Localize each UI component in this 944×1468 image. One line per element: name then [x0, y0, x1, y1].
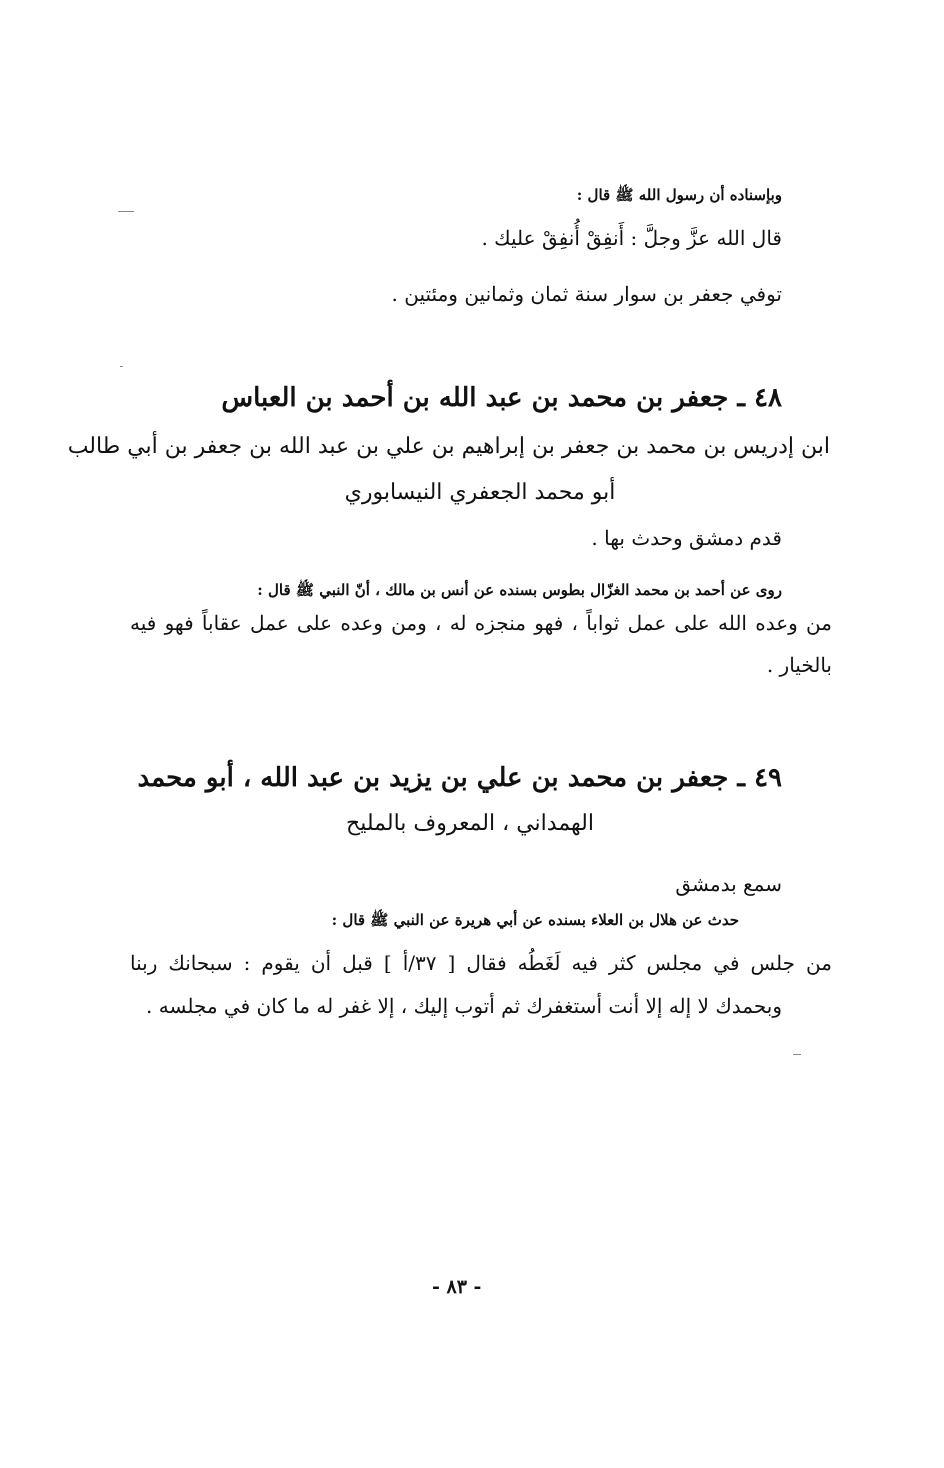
entry-48-lineage: ابن إدريس بن محمد بن جعفر بن إبراهيم بن علي بن عبد الله بن جعفر بن أبي طالب [67, 434, 830, 459]
entry-48-heading: ٤٨ ـ جعفر بن محمد بن عبد الله بن أحمد بن العباس [221, 383, 782, 413]
entry-49-heard-note: سمع بدمشق [675, 872, 782, 896]
entry-49-chain: حدث عن هلال بن العلاء بسنده عن أبي هريرة عن النبي ﷺ قال : [331, 911, 739, 929]
scan-speck [793, 1054, 801, 1055]
entry-49-hadith-line-2: وبحمدك لا إله إلا أنت أستغفرك ثم أتوب إليك ، إلا غفر له ما كان في مجلسه . [146, 994, 782, 1018]
entry-48-visit-note: قدم دمشق وحدث بها . [591, 526, 782, 550]
chain-of-narration-47: وبإسناده أن رسول الله ﷺ قال : [576, 186, 782, 204]
entry-49-hadith-line-1: من جلس في مجلس كثر فيه لَغَطُه فقال [ ٣٧/أ ] قبل أن يقوم : سبحانك ربنا [130, 951, 832, 975]
hadith-qudsi-line: قال الله عزَّ وجلَّ : أَنفِقْ أُنفِقْ عليك . [481, 226, 782, 250]
page-number: - ٨٣ - [432, 1276, 482, 1298]
scan-speck [118, 211, 134, 212]
entry-49-heading: ٤٩ ـ جعفر بن محمد بن علي بن يزيد بن عبد الله ، أبو محمد [137, 763, 782, 793]
entry-49-nisba: الهمداني ، المعروف بالمليح [346, 811, 594, 836]
scan-speck [120, 366, 123, 367]
entry-48-hadith-line-1: من وعده الله على عمل ثواباً ، فهو منجزه له ، ومن وعده على عمل عقاباً فهو فيه [130, 611, 832, 635]
entry-48-chain: روى عن أحمد بن محمد الغزّال بطوس بسنده عن أنس بن مالك ، أنّ النبي ﷺ قال : [257, 581, 782, 599]
death-note-47: توفي جعفر بن سوار سنة ثمان وثمانين ومئتين . [391, 282, 782, 306]
entry-48-hadith-line-2: بالخيار . [766, 653, 832, 677]
entry-48-kunya: أبو محمد الجعفري النيسابوري [344, 480, 616, 505]
